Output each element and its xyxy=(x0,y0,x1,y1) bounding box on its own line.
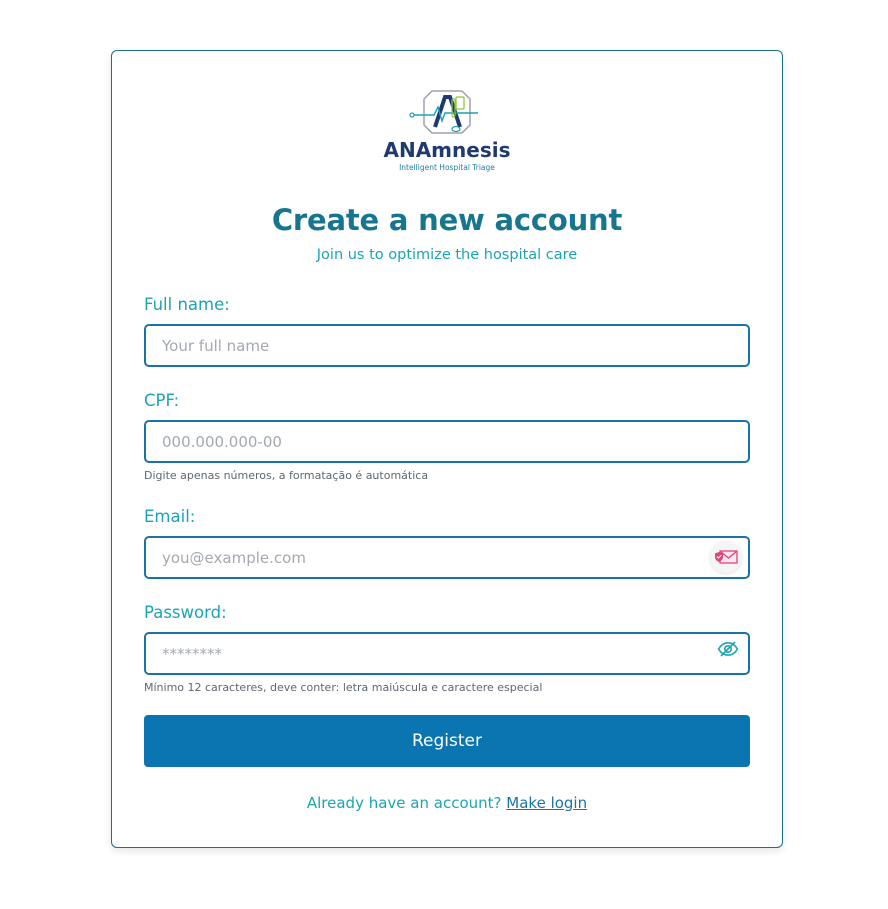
register-card xyxy=(111,50,783,848)
eye-off-icon[interactable] xyxy=(716,639,740,659)
make-login-link[interactable]: Make login xyxy=(506,794,588,812)
full-name-label: Full name: xyxy=(144,295,230,314)
cpf-label: CPF: xyxy=(144,391,180,410)
full-name-input[interactable] xyxy=(144,324,750,367)
svg-text:Intelligent Hospital Triage: Intelligent Hospital Triage xyxy=(399,163,495,172)
login-prompt xyxy=(112,794,782,812)
page-title: Create a new account xyxy=(271,203,623,237)
cpf-hint: Digite apenas números, a formatação é automática xyxy=(144,469,429,482)
cpf-input[interactable] xyxy=(144,420,750,463)
logo-icon xyxy=(382,85,512,175)
register-button[interactable]: Register xyxy=(144,715,750,767)
email-label: Email: xyxy=(144,507,196,526)
password-input[interactable] xyxy=(144,632,750,675)
password-hint: Mínimo 12 caracteres, deve conter: letra maiúscula e caractere especial xyxy=(144,681,543,694)
password-label: Password: xyxy=(144,603,227,622)
page-subtitle: Join us to optimize the hospital care xyxy=(316,247,578,263)
anamnesis-logo xyxy=(382,85,512,175)
email-input[interactable] xyxy=(144,536,750,579)
secure-email-icon[interactable] xyxy=(710,541,742,573)
login-prompt-text: Already have an account? xyxy=(306,794,502,812)
svg-text:ANAmnesis: ANAmnesis xyxy=(383,138,511,162)
